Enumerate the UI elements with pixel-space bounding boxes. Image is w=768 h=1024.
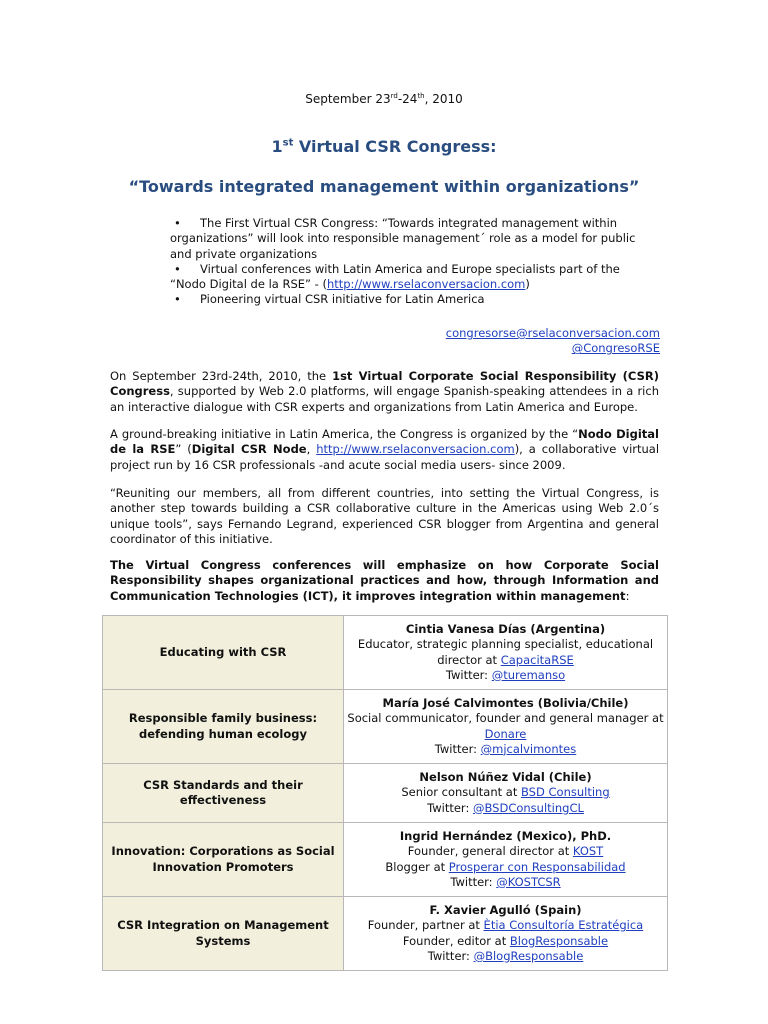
bullet-line (170, 277, 660, 292)
session-topic: Responsible family business: defending human ecology (103, 690, 344, 764)
speaker-role-text: Founder, partner at (367, 918, 484, 933)
paragraph-organizer (110, 427, 659, 473)
organizer-english-name: Digital CSR Node (191, 442, 307, 457)
paragraph-text: A ground-breaking initiative in Latin America, the Congress is organized by the “ (110, 427, 579, 441)
speaker-twitter (344, 742, 667, 757)
bullet-text: Virtual conferences with Latin America and Europe specialists part of the (200, 261, 620, 276)
speaker-twitter (344, 668, 667, 683)
title-sup: st (282, 137, 294, 149)
twitter-handle-link[interactable]: @BlogResponsable (473, 948, 584, 963)
speaker-role-text: Senior consultant at (401, 785, 521, 800)
org-link[interactable]: CapacitaRSE (500, 652, 574, 667)
page-title (0, 137, 768, 156)
speaker-name: Nelson Núñez Vidal (Chile) (419, 770, 592, 785)
speaker-role (344, 727, 667, 742)
bullet-line (170, 216, 660, 231)
contact-block (446, 326, 660, 357)
twitter-handle-link[interactable]: @BSDConsultingCL (472, 800, 584, 815)
speaker-name: Ingrid Hernández (Mexico), PhD. (399, 828, 612, 843)
page-subtitle: “Towards integrated management within organizations” (128, 177, 640, 196)
table-row (103, 616, 668, 690)
speaker-cell (344, 616, 668, 690)
date-text: -24 (397, 92, 418, 106)
bullet-line (170, 262, 660, 277)
twitter-label: Twitter: (450, 874, 497, 889)
date-sup: rd (390, 92, 398, 100)
blog-link[interactable]: Prosperar con Responsabilidad (448, 859, 626, 874)
speaker-cell (344, 823, 668, 897)
paragraph-text: : (625, 588, 630, 603)
session-topic: CSR Integration on Management Systems (103, 897, 344, 971)
paragraph-text: ), a collaborative virtual project run by 16 CSR professionals -and acute social media users- since 2009. (110, 442, 660, 472)
speaker-role-text: Founder, general director at (407, 844, 573, 859)
speaker-role (344, 860, 667, 875)
bullet-line (170, 292, 660, 307)
speaker-cell (344, 690, 668, 764)
website-link[interactable]: http://www.rselaconversacion.com (326, 277, 526, 292)
speaker-role-text: director at (437, 652, 501, 667)
speaker-name: María José Calvimontes (Bolivia/Chile) (382, 695, 629, 710)
bullet-line: and private organizations (170, 246, 318, 261)
bullet-text: “Nodo Digital de la RSE” - ( (170, 277, 327, 292)
bullet-text: Pioneering virtual CSR initiative for Latin America (200, 292, 485, 307)
session-topic: Innovation: Corporations as Social Innovation Promoters (103, 823, 344, 897)
bullet-line: organizations” will look into responsible management´ role as a model for public (170, 231, 636, 246)
speaker-role (344, 653, 667, 668)
twitter-handle-link[interactable]: @turemanso (491, 667, 566, 682)
org-link[interactable]: Donare (484, 726, 527, 741)
speaker-role (344, 844, 667, 859)
date-text: , 2010 (424, 92, 463, 106)
bullet-list (170, 216, 660, 308)
table-row (103, 690, 668, 764)
twitter-handle-link[interactable]: @mjcalvimontes (480, 741, 577, 756)
sessions-table (102, 615, 668, 971)
speaker-name: F. Xavier Agulló (Spain) (429, 902, 582, 917)
twitter-label: Twitter: (427, 800, 473, 815)
date-line (0, 92, 768, 106)
speaker-role: Social communicator, founder and general manager at (347, 711, 664, 726)
twitter-label: Twitter: (434, 741, 481, 756)
org-link[interactable]: BSD Consulting (521, 785, 610, 800)
paragraph-text: ” ( (175, 442, 192, 457)
bullet-text: The First Virtual CSR Congress: “Towards integrated management within (200, 216, 618, 230)
speaker-role (344, 934, 667, 949)
twitter-label: Twitter: (445, 667, 492, 682)
speaker-role-text: Blogger at (385, 859, 449, 874)
bullet-marker: • (174, 261, 181, 276)
bullet-marker: • (174, 292, 181, 307)
twitter-handle-link[interactable]: @KOSTCSR (496, 874, 561, 889)
date-text: September 23 (305, 92, 391, 106)
speaker-twitter (344, 875, 667, 890)
org-link[interactable]: Ètia Consultoría Estratégica (483, 918, 644, 933)
date-sup: th (417, 92, 425, 100)
table-row (103, 897, 668, 971)
title-text: Virtual CSR Congress: (293, 137, 497, 156)
speaker-role (344, 785, 667, 800)
bullet-marker: • (174, 216, 181, 230)
twitter-link[interactable]: @CongresoRSE (571, 341, 660, 356)
paragraph-intro (110, 369, 659, 415)
paragraph-emphasis (110, 558, 659, 604)
org-link[interactable]: KOST (572, 844, 604, 859)
speaker-role-text: Founder, editor at (402, 933, 510, 948)
paragraph-text: , supported by Web 2.0 platforms, will engage Spanish-speaking attendees in a rich an interactive dialogue with CSR experts and organizations from Latin America and Europe. (110, 384, 659, 414)
speaker-role: Educator, strategic planning specialist, educational (357, 637, 654, 652)
paragraph-text: The Virtual Congress conferences will emphasize on how Corporate Social Responsibility shapes organizational practices and how, through Information and Communication Technologies (ICT), it improves integration within management (110, 558, 659, 603)
blog-link[interactable]: BlogResponsable (509, 933, 609, 948)
table-row (103, 823, 668, 897)
speaker-cell (344, 897, 668, 971)
title-number: 1 (271, 137, 283, 156)
congress-name: 1st Virtual Corporate Social Responsibility (CSR) Congress (110, 369, 659, 399)
website-link[interactable]: http://www.rselaconversacion.com (316, 442, 515, 457)
paragraph-quote: “Reuniting our members, all from different countries, into setting the Virtual Congress, is another step towards building a CSR collaborative culture in the Americas using Web 2.0´s unique tools”, says Fernando Legrand, experienced CSR blogger from Argentina and general coordinator of this initiative. (110, 486, 659, 546)
table-row (103, 764, 668, 823)
organizer-name: Nodo Digital de la RSE (110, 427, 659, 457)
session-topic: CSR Standards and their effectiveness (103, 764, 344, 823)
speaker-cell (344, 764, 668, 823)
email-link[interactable]: congresorse@rselaconversacion.com (445, 326, 660, 340)
paragraph-text: On September 23rd-24th, 2010, the (110, 369, 333, 383)
paragraph-text: , (306, 442, 317, 457)
speaker-role (344, 918, 667, 933)
speaker-name: Cintia Vanesa Días (Argentina) (405, 621, 606, 636)
session-topic: Educating with CSR (103, 616, 344, 690)
speaker-twitter (344, 949, 667, 964)
twitter-label: Twitter: (427, 948, 474, 963)
bullet-text: ) (525, 277, 530, 292)
speaker-twitter (344, 801, 667, 816)
